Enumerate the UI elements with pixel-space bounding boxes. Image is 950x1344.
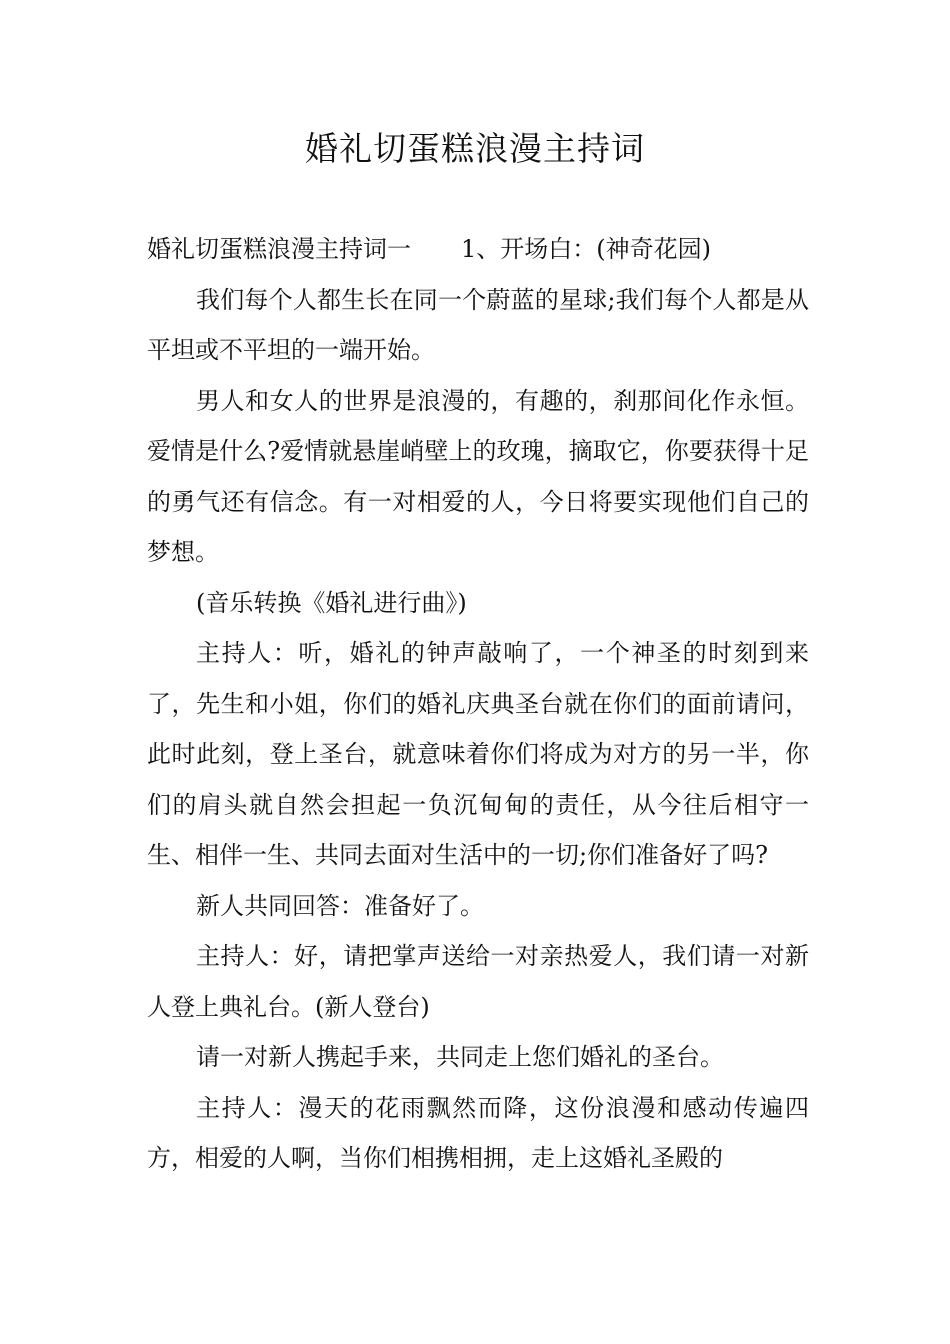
paragraph-8: 主持人：漫天的花雨飘然而降，这份浪漫和感动传遍四方，相爱的人啊，当你们相携相拥，走上这婚礼圣殿的 xyxy=(147,1093,809,1172)
paragraph-1: 我们每个人都生长在同一个蔚蓝的星球;我们每个人都是从平坦或不平坦的一端开始。 xyxy=(147,285,809,364)
paragraph-7: 请一对新人携起手来，共同走上您们婚礼的圣台。 xyxy=(196,1043,724,1071)
paragraph-2: 男人和女人的世界是浪漫的，有趣的，刹那间化作永恒。爱情是什么?爱情就悬崖峭壁上的玫瑰，摘取它，你要获得十足的勇气还有信念。有一对相爱的人，今日将要实现他们自己的梦想。 xyxy=(147,386,809,566)
intro-section: 1、开场白：(神奇花园) xyxy=(461,235,711,263)
paragraph-4: 主持人：听，婚礼的钟声敲响了，一个神圣的时刻到来了，先生和小姐，你们的婚礼庆典圣台就在你们的面前请问，此时此刻，登上圣台，就意味着你们将成为对方的另一半，你们的肩头就自然会担起一负沉甸甸的责任，从今往后相守一生、相伴一生、共同去面对生活中的一切;你们准备好了吗? xyxy=(147,639,809,869)
paragraph-3: (音乐转换《婚礼进行曲》) xyxy=(196,588,467,617)
intro-heading: 婚礼切蛋糕浪漫主持词一 xyxy=(147,235,411,263)
paragraph-6: 主持人：好，请把掌声送给一对亲热爱人，我们请一对新人登上典礼台。(新人登台) xyxy=(147,942,809,1021)
document-title: 婚礼切蛋糕浪漫主持词 xyxy=(305,129,645,168)
paragraph-5: 新人共同回答：准备好了。 xyxy=(196,891,484,920)
document-body xyxy=(147,224,809,1184)
intro-line xyxy=(147,224,809,275)
